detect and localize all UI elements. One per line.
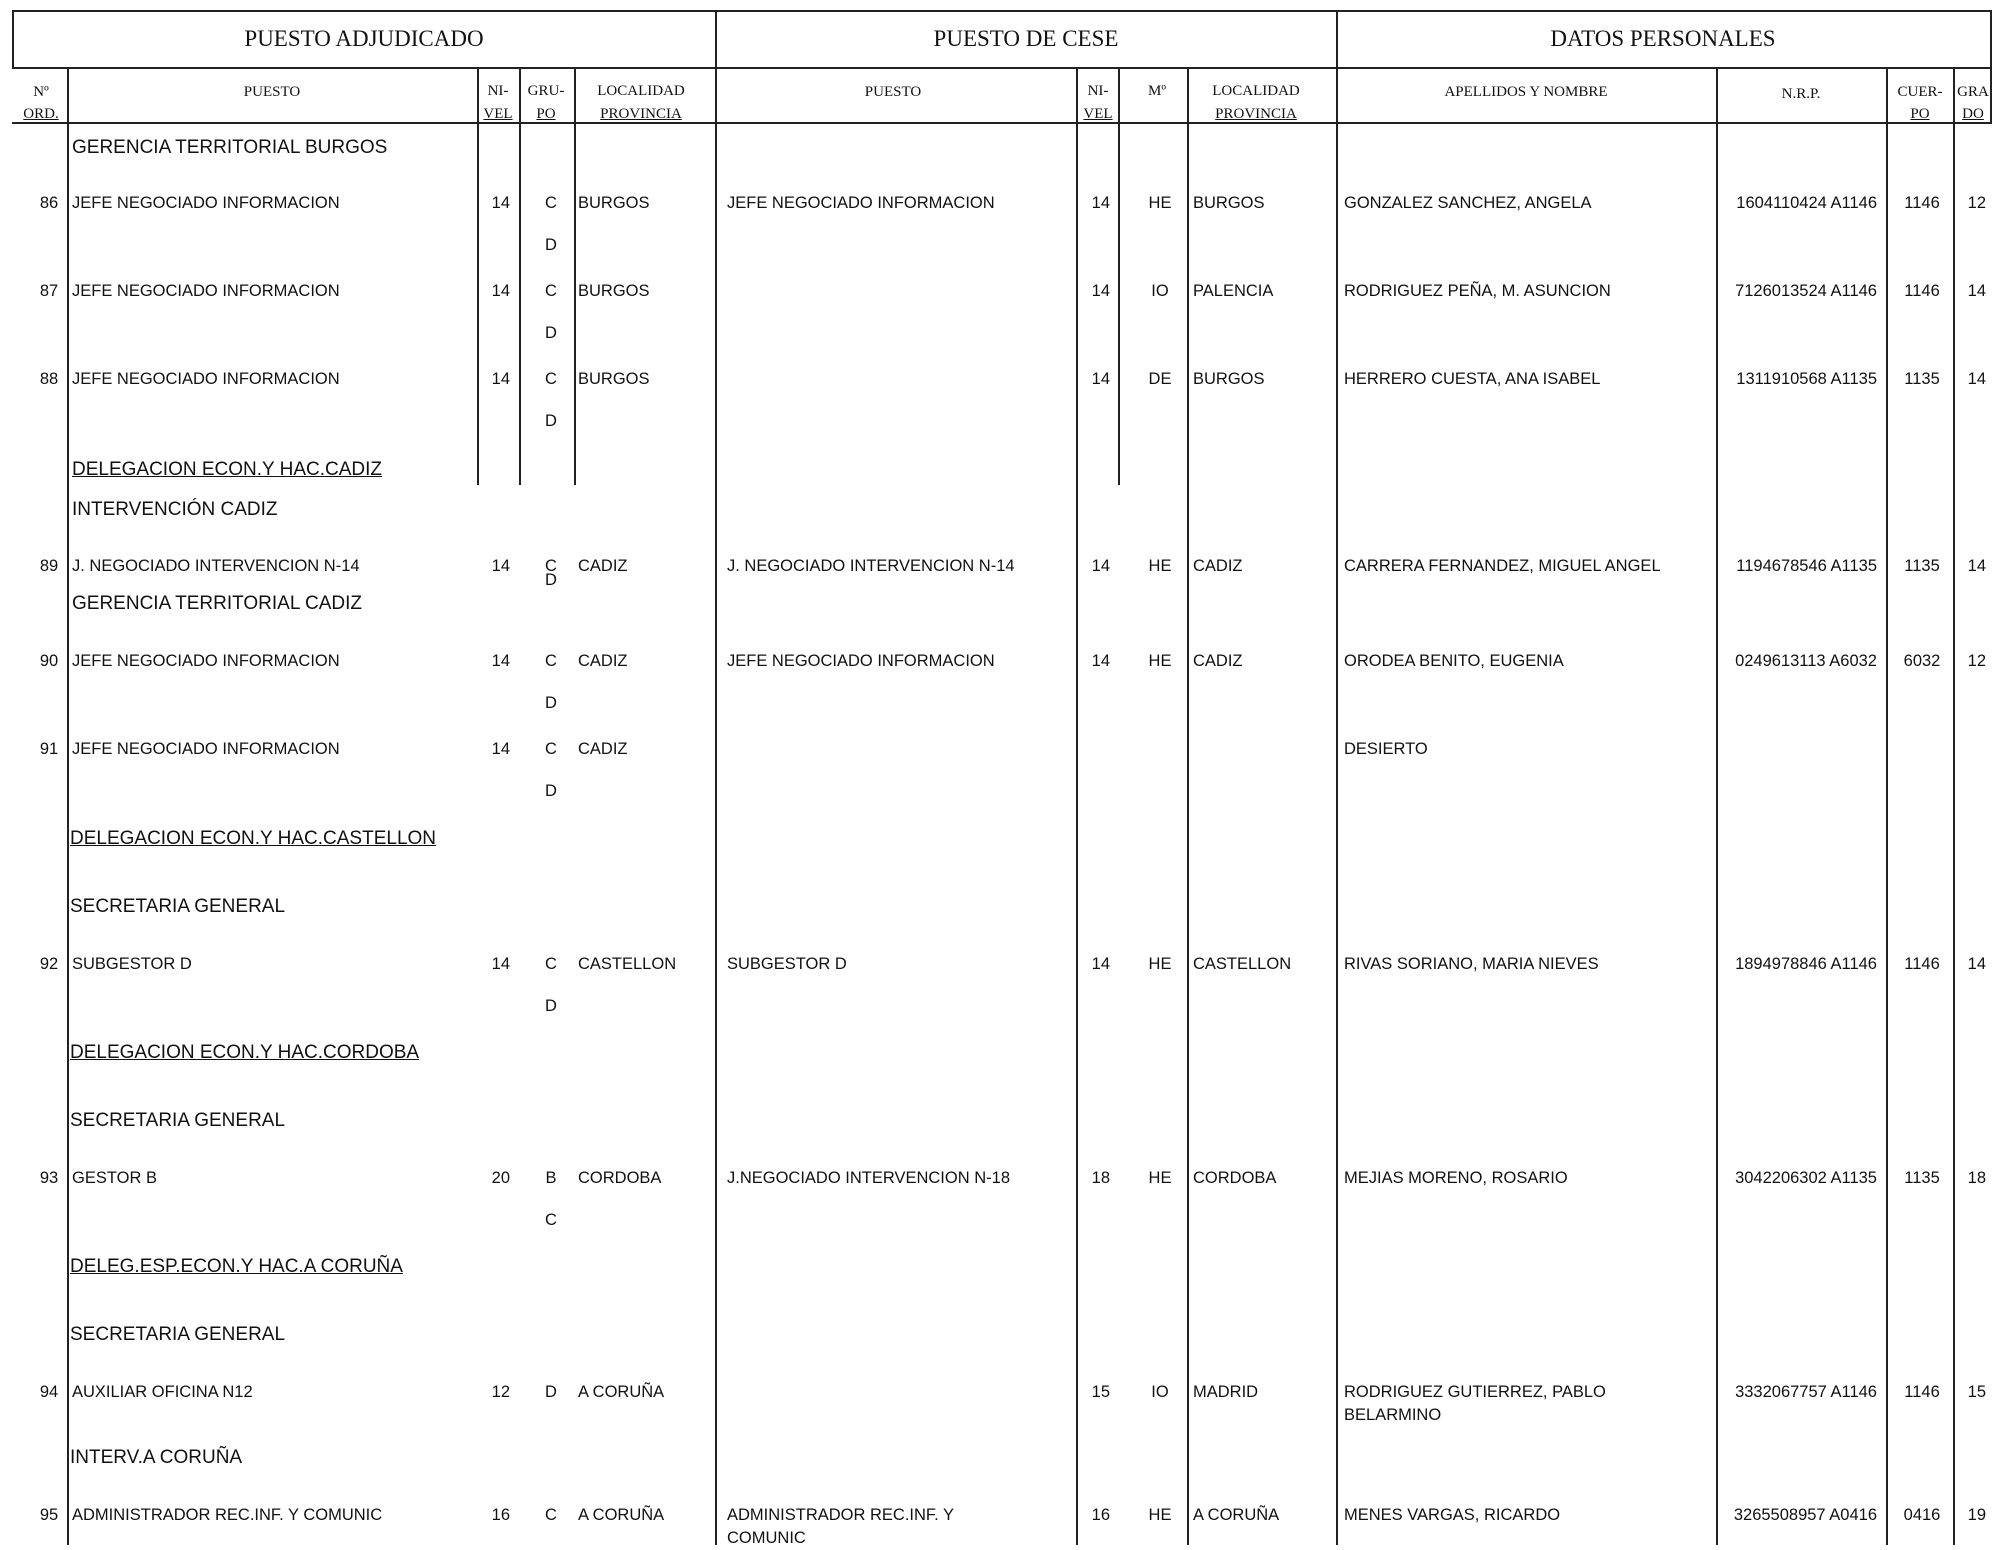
row-grado: 15 <box>1967 1383 1986 1401</box>
row-cuerpo: 1146 <box>1904 955 1940 973</box>
row-nivel: 14 <box>491 194 510 212</box>
row-grupo: D <box>545 1383 557 1401</box>
row-localidad-cese: CORDOBA <box>1193 1169 1277 1187</box>
section-heading: DELEGACION ECON.Y HAC.CORDOBA <box>70 1042 420 1063</box>
row-cuerpo: 1146 <box>1904 194 1940 212</box>
row-ministerio: HE <box>1148 1169 1172 1187</box>
col-divider <box>519 67 521 485</box>
row-grupo-secondary: D <box>545 997 557 1015</box>
col-header-puesto: PUESTO <box>243 84 301 100</box>
row-grado: 18 <box>1967 1169 1986 1187</box>
row-ord: 88 <box>39 370 59 388</box>
header-bottom-border <box>12 122 1991 124</box>
row-grupo: C <box>545 652 557 670</box>
col-header-localidad-cese: LOCALIDAD <box>1212 83 1300 99</box>
col-divider <box>477 67 479 485</box>
row-grado: 14 <box>1967 282 1986 300</box>
row-nivel-cese: 14 <box>1091 282 1110 300</box>
row-cuerpo: 1135 <box>1904 1169 1940 1187</box>
group-header-personales: DATOS PERSONALES <box>1550 26 1776 51</box>
row-ord: 92 <box>39 955 59 973</box>
row-nombre: HERRERO CUESTA, ANA ISABEL <box>1344 370 1601 388</box>
row-ministerio: DE <box>1148 370 1172 388</box>
col-header-nrp: N.R.P. <box>1781 86 1821 102</box>
col-header-grado: GRA <box>1957 84 1989 100</box>
col-header-grupo: PO <box>536 106 556 122</box>
row-nivel: 14 <box>491 282 510 300</box>
section-heading: INTERVENCIÓN CADIZ <box>72 499 278 520</box>
row-nrp: 1194678546 A1135 <box>1736 557 1877 575</box>
row-nombre: RODRIGUEZ PEÑA, M. ASUNCION <box>1344 282 1611 300</box>
row-grupo-secondary: D <box>545 412 557 430</box>
col-header-nivel: NI- <box>487 83 509 99</box>
row-cuerpo: 6032 <box>1903 652 1941 670</box>
row-ministerio: HE <box>1148 194 1172 212</box>
row-nivel: 20 <box>491 1169 510 1187</box>
row-grupo-secondary: D <box>545 571 557 589</box>
section-heading: DELEG.ESP.ECON.Y HAC.A CORUÑA <box>70 1256 403 1277</box>
row-puesto-cese: J. NEGOCIADO INTERVENCION N-14 <box>727 557 1015 575</box>
row-grupo: C <box>545 740 557 758</box>
row-localidad: CADIZ <box>578 740 628 758</box>
row-localidad-cese: PALENCIA <box>1193 282 1274 300</box>
row-ord: 90 <box>39 652 59 670</box>
row-ord: 86 <box>39 194 59 212</box>
row-ord: 95 <box>39 1506 59 1524</box>
row-puesto: GESTOR B <box>72 1169 157 1187</box>
row-puesto: SUBGESTOR D <box>72 955 192 973</box>
col-header-localidad: LOCALIDAD <box>597 83 685 99</box>
row-cuerpo: 1146 <box>1904 1383 1940 1401</box>
row-nombre: MENES VARGAS, RICARDO <box>1344 1506 1561 1524</box>
row-cuerpo: 1146 <box>1904 282 1940 300</box>
row-nivel: 14 <box>491 652 510 670</box>
row-nivel-cese: 14 <box>1091 557 1110 575</box>
row-nivel: 12 <box>491 1383 510 1401</box>
row-localidad: A CORUÑA <box>578 1506 665 1524</box>
row-cuerpo: 1135 <box>1904 370 1940 388</box>
row-nrp: 1604110424 A1146 <box>1736 194 1877 212</box>
col-header-cuerpo: PO <box>1910 106 1930 122</box>
row-grado: 12 <box>1967 194 1986 212</box>
table-top-border <box>12 10 1991 12</box>
col-divider <box>1886 67 1888 1545</box>
row-localidad: BURGOS <box>578 282 650 300</box>
row-localidad: CADIZ <box>578 652 628 670</box>
row-ord: 91 <box>39 740 59 758</box>
row-ord: 87 <box>39 282 59 300</box>
col-header-apellidos: APELLIDOS Y NOMBRE <box>1444 84 1608 100</box>
row-localidad: CASTELLON <box>578 955 677 973</box>
row-localidad-cese: A CORUÑA <box>1193 1506 1280 1524</box>
section-heading: SECRETARIA GENERAL <box>70 896 286 917</box>
col-header-nord: Nº <box>33 84 49 100</box>
row-grupo-secondary: C <box>545 1211 557 1229</box>
col-divider <box>67 67 69 1545</box>
row-grupo: C <box>545 955 557 973</box>
row-puesto-cese: JEFE NEGOCIADO INFORMACION <box>727 652 995 670</box>
col-header-grado: DO <box>1962 106 1984 122</box>
row-grado: 14 <box>1967 370 1986 388</box>
row-nrp: 3042206302 A1135 <box>1735 1169 1877 1187</box>
row-localidad-cese: BURGOS <box>1193 194 1265 212</box>
row-nombre: CARRERA FERNANDEZ, MIGUEL ANGEL <box>1344 557 1661 575</box>
row-nivel: 16 <box>491 1506 510 1524</box>
section-heading: GERENCIA TERRITORIAL CADIZ <box>72 593 362 614</box>
row-ord: 89 <box>39 557 59 575</box>
section-heading: SECRETARIA GENERAL <box>70 1324 286 1345</box>
row-nombre: MEJIAS MORENO, ROSARIO <box>1344 1169 1568 1187</box>
row-ord: 94 <box>39 1383 59 1401</box>
row-puesto: ADMINISTRADOR REC.INF. Y COMUNIC <box>72 1506 383 1524</box>
row-localidad-cese: CADIZ <box>1193 652 1243 670</box>
row-nivel-cese: 14 <box>1091 370 1110 388</box>
col-divider <box>1716 67 1718 1545</box>
row-localidad: BURGOS <box>578 194 650 212</box>
row-localidad: CADIZ <box>578 557 628 575</box>
row-localidad: CORDOBA <box>578 1169 662 1187</box>
row-puesto-cese: J.NEGOCIADO INTERVENCION N-18 <box>727 1169 1010 1187</box>
table-left-border <box>12 10 14 68</box>
row-grado: 12 <box>1967 652 1986 670</box>
row-nombre: ORODEA BENITO, EUGENIA <box>1344 652 1564 670</box>
row-nivel-cese: 14 <box>1091 194 1110 212</box>
row-nivel-cese: 14 <box>1091 652 1110 670</box>
row-puesto-cese: SUBGESTOR D <box>727 955 847 973</box>
row-localidad: BURGOS <box>578 370 650 388</box>
row-localidad-cese: BURGOS <box>1193 370 1265 388</box>
row-nivel: 14 <box>491 370 510 388</box>
row-ministerio: HE <box>1148 557 1172 575</box>
row-grupo-secondary: D <box>545 236 557 254</box>
row-puesto: JEFE NEGOCIADO INFORMACION <box>72 652 340 670</box>
row-grupo-secondary: D <box>545 324 557 342</box>
row-grupo: C <box>545 282 557 300</box>
row-puesto: AUXILIAR OFICINA N12 <box>72 1383 253 1401</box>
row-grupo: B <box>545 1169 557 1187</box>
row-nrp: 3332067757 A1146 <box>1735 1383 1877 1401</box>
row-nombre-continuation: BELARMINO <box>1344 1406 1442 1424</box>
group-divider-personales <box>1336 10 1338 1545</box>
row-ministerio: IO <box>1151 1383 1169 1401</box>
row-nombre: GONZALEZ SANCHEZ, ANGELA <box>1344 194 1592 212</box>
row-puesto: JEFE NEGOCIADO INFORMACION <box>72 282 340 300</box>
col-header-ministerio: Mº <box>1148 83 1166 99</box>
section-heading: INTERV.A CORUÑA <box>70 1447 243 1468</box>
row-nivel-cese: 15 <box>1091 1383 1110 1401</box>
row-nrp: 3265508957 A0416 <box>1733 1506 1877 1524</box>
row-ministerio: HE <box>1148 1506 1172 1524</box>
row-nombre: RIVAS SORIANO, MARIA NIEVES <box>1344 955 1599 973</box>
row-puesto: JEFE NEGOCIADO INFORMACION <box>72 370 340 388</box>
row-nivel: 14 <box>491 955 510 973</box>
row-puesto: JEFE NEGOCIADO INFORMACION <box>72 194 340 212</box>
row-grupo-secondary: D <box>545 782 557 800</box>
row-localidad-cese: MADRID <box>1193 1383 1259 1401</box>
col-divider <box>574 67 576 485</box>
group-header-adjudicado: PUESTO ADJUDICADO <box>244 26 484 51</box>
row-localidad-cese: CADIZ <box>1193 557 1243 575</box>
row-grado: 14 <box>1967 557 1986 575</box>
row-grupo: C <box>545 194 557 212</box>
row-puesto: J. NEGOCIADO INTERVENCION N-14 <box>72 557 360 575</box>
col-divider <box>1187 67 1189 1545</box>
row-ord: 93 <box>39 1169 59 1187</box>
group-header-cese: PUESTO DE CESE <box>933 26 1119 51</box>
col-header-nivel-cese: VEL <box>1083 106 1113 122</box>
row-grupo: C <box>545 557 557 575</box>
row-nrp: 1894978846 A1146 <box>1735 955 1877 973</box>
row-grado: 19 <box>1967 1506 1986 1524</box>
row-nivel-cese: 14 <box>1091 955 1110 973</box>
row-localidad: A CORUÑA <box>578 1383 665 1401</box>
row-grado: 14 <box>1967 955 1986 973</box>
row-nrp: 0249613113 A6032 <box>1735 652 1877 670</box>
col-divider <box>1118 67 1120 485</box>
col-header-nord: ORD. <box>23 106 59 122</box>
col-divider <box>1953 67 1955 1545</box>
col-header-localidad-cese: PROVINCIA <box>1215 106 1297 122</box>
section-heading: DELEGACION ECON.Y HAC.CASTELLON <box>70 828 437 849</box>
col-header-cuerpo: CUER- <box>1897 84 1943 100</box>
row-nivel-cese: 16 <box>1091 1506 1110 1524</box>
col-header-grupo: GRU- <box>527 83 565 99</box>
header-group-divider <box>12 67 1991 69</box>
col-header-nivel: VEL <box>483 106 513 122</box>
row-ministerio: HE <box>1148 652 1172 670</box>
row-nrp: 7126013524 A1146 <box>1735 282 1877 300</box>
row-nivel: 14 <box>491 557 510 575</box>
row-cuerpo: 0416 <box>1903 1506 1941 1524</box>
row-nivel-cese: 18 <box>1091 1169 1110 1187</box>
row-nrp: 1311910568 A1135 <box>1736 370 1877 388</box>
col-divider <box>1076 67 1078 1545</box>
row-ministerio: HE <box>1148 955 1172 973</box>
row-nombre: RODRIGUEZ GUTIERREZ, PABLO <box>1344 1383 1606 1401</box>
row-grupo-secondary: D <box>545 694 557 712</box>
section-heading: DELEGACION ECON.Y HAC.CADIZ <box>72 459 383 480</box>
col-header-localidad: PROVINCIA <box>600 106 682 122</box>
row-localidad-cese: CASTELLON <box>1193 955 1292 973</box>
row-puesto-cese: ADMINISTRADOR REC.INF. Y <box>727 1506 955 1524</box>
row-puesto: JEFE NEGOCIADO INFORMACION <box>72 740 340 758</box>
row-puesto-cese-continuation: COMUNIC <box>727 1529 806 1547</box>
table-right-border <box>1990 10 1992 124</box>
col-header-nivel-cese: NI- <box>1087 83 1109 99</box>
row-nombre: DESIERTO <box>1344 740 1428 758</box>
group-divider-cese <box>715 10 717 1545</box>
row-nivel: 14 <box>491 740 510 758</box>
row-grupo: C <box>545 370 557 388</box>
row-ministerio: IO <box>1151 282 1169 300</box>
section-heading: GERENCIA TERRITORIAL BURGOS <box>72 137 388 158</box>
section-heading: SECRETARIA GENERAL <box>70 1110 286 1131</box>
col-header-puesto-cese: PUESTO <box>864 84 922 100</box>
row-puesto-cese: JEFE NEGOCIADO INFORMACION <box>727 194 995 212</box>
row-cuerpo: 1135 <box>1904 557 1940 575</box>
row-grupo: C <box>545 1506 557 1524</box>
